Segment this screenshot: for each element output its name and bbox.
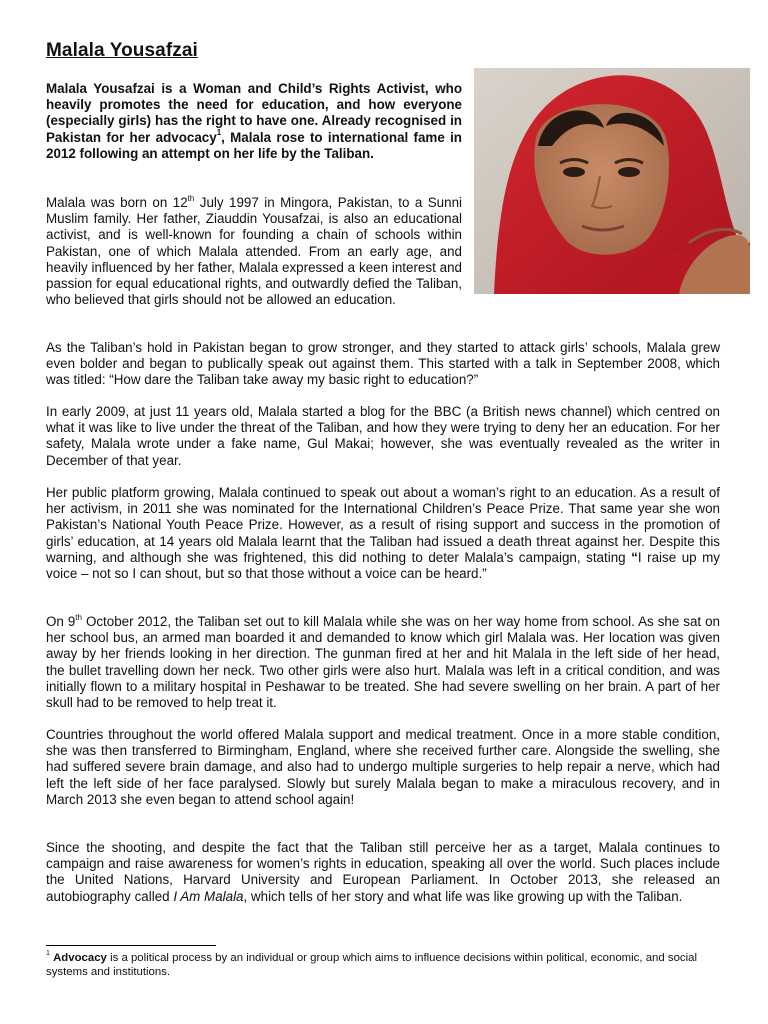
paragraph-activism xyxy=(46,485,720,582)
page-title: Malala Yousafzai xyxy=(46,40,198,61)
text-run: , which tells of her story and what life was like growing up with the Taliban. xyxy=(243,888,683,904)
lead-text-2: , Malala rose to international fame in 2012 following an attempt on her life by the Taliban. xyxy=(46,129,462,161)
portrait-photo xyxy=(474,68,750,294)
text-run: Her public platform growing, Malala continued to speak out about a woman’s right to an education. As a result of her activism, in 2011 she was nominated for the International Children’s Peace Prize. That same year she won Pakistan’s National Youth Peace Prize. However, as a result of rising support and success in the promotion of girls’ education, at 14 years old Malala learnt that the Taliban had issued a death threat against her. Despite this warning, and although she was frightened, this did nothing to deter Malala’s campaign, stating xyxy=(46,485,720,565)
footnote-text: is a political process by an individual or group which aims to influence decisions within political, economic, and social systems and institutions. xyxy=(46,952,697,979)
quote-mark: “ xyxy=(631,549,638,565)
paragraph-recovery: Countries throughout the world offered Malala support and medical treatment. Once in a more stable condition, she was then transferred to Birmingham, England, where she received further care. Alongside the swelling, she had suffered severe brain damage, and also had to undergo multiple surgeries to help repair a nerve, which had left the left side of her face paralysed. Slowly but surely Malala began to make a miraculous recovery, and in March 2013 she even began to attend school again! xyxy=(46,727,720,807)
footnote-divider xyxy=(46,945,216,946)
footnote-number: 1 xyxy=(46,950,50,958)
text-run: July 1997 in Mingora, Pakistan, to a Sunni Muslim family. Her father, Ziauddin Yousafzai, is also an educational activist, and is well-known for founding a chain of schools within Pakistan, one of which Malala attended. From an early age, and heavily influenced by her father, Malala expressed a keen interest and passion for equal educational rights, and outwardly defied the Taliban, who believed that girls should not be allowed an education. xyxy=(46,195,462,308)
portrait-illustration xyxy=(474,68,750,294)
lead-paragraph xyxy=(46,81,462,162)
footnote-reference: 1 xyxy=(216,128,222,138)
ordinal-suffix: th xyxy=(75,612,82,622)
book-title: I Am Malala xyxy=(173,888,244,904)
text-run: I raise up my voice – not so I can shout, but so that those without a voice can be heard.” xyxy=(46,549,720,582)
text-run: On 9 xyxy=(46,614,76,629)
text-run: Since the shooting, and despite the fact that the Taliban still perceive her as a target, Malala continues to campaign and raise awareness for women’s rights in education, speaking all over the world. Such places include the United Nations, Harvard University and European Parliament. In October 2013, she released an autobiography called xyxy=(46,840,720,904)
footnote xyxy=(46,951,706,979)
text-run: Malala was born on 12 xyxy=(46,195,188,210)
paragraph-speaking-out: As the Taliban’s hold in Pakistan began to grow stronger, and they started to attack girls’ schools, Malala grew even bolder and began to publically speak out against them. This started with a talk in September 2008, which was titled: “How dare the Taliban take away my basic right to education?” xyxy=(46,340,720,388)
ordinal-suffix: th xyxy=(187,193,195,203)
paragraph-campaign xyxy=(46,840,720,905)
footnote-term: Advocacy xyxy=(53,952,107,964)
text-run: October 2012, the Taliban set out to kill Malala while she was on her way home from school. As she sat on her school bus, an armed man boarded it and demanded to know which girl Malala was. Her location was given away by her friends looking in her direction. The gunman fired at her and hit Malala in the left side of her head, the bullet travelling down her neck. Two other girls were also hurt. Malala was left in a critical condition, and was initially flown to a military hospital in Peshawar to be treated. She had severe swelling on her brain. A part of her skull had to be removed to help treat it. xyxy=(46,614,720,711)
paragraph-attack xyxy=(46,614,720,711)
lead-text-1: Malala Yousafzai is a Woman and Child’s Rights Activist, who heavily promotes the need for education, and how everyone (especially girls) has the right to have one. Already recognised in Pakistan for her advocacy xyxy=(46,81,462,145)
paragraph-bbc-blog: In early 2009, at just 11 years old, Malala started a blog for the BBC (a British news channel) which centred on what it was like to live under the threat of the Taliban, and how they were trying to deny her an education. For her safety, Malala wrote under a fake name, Gul Makai; however, she was eventually revealed as the writer in December of that year. xyxy=(46,404,720,468)
paragraph-birth xyxy=(46,195,462,308)
